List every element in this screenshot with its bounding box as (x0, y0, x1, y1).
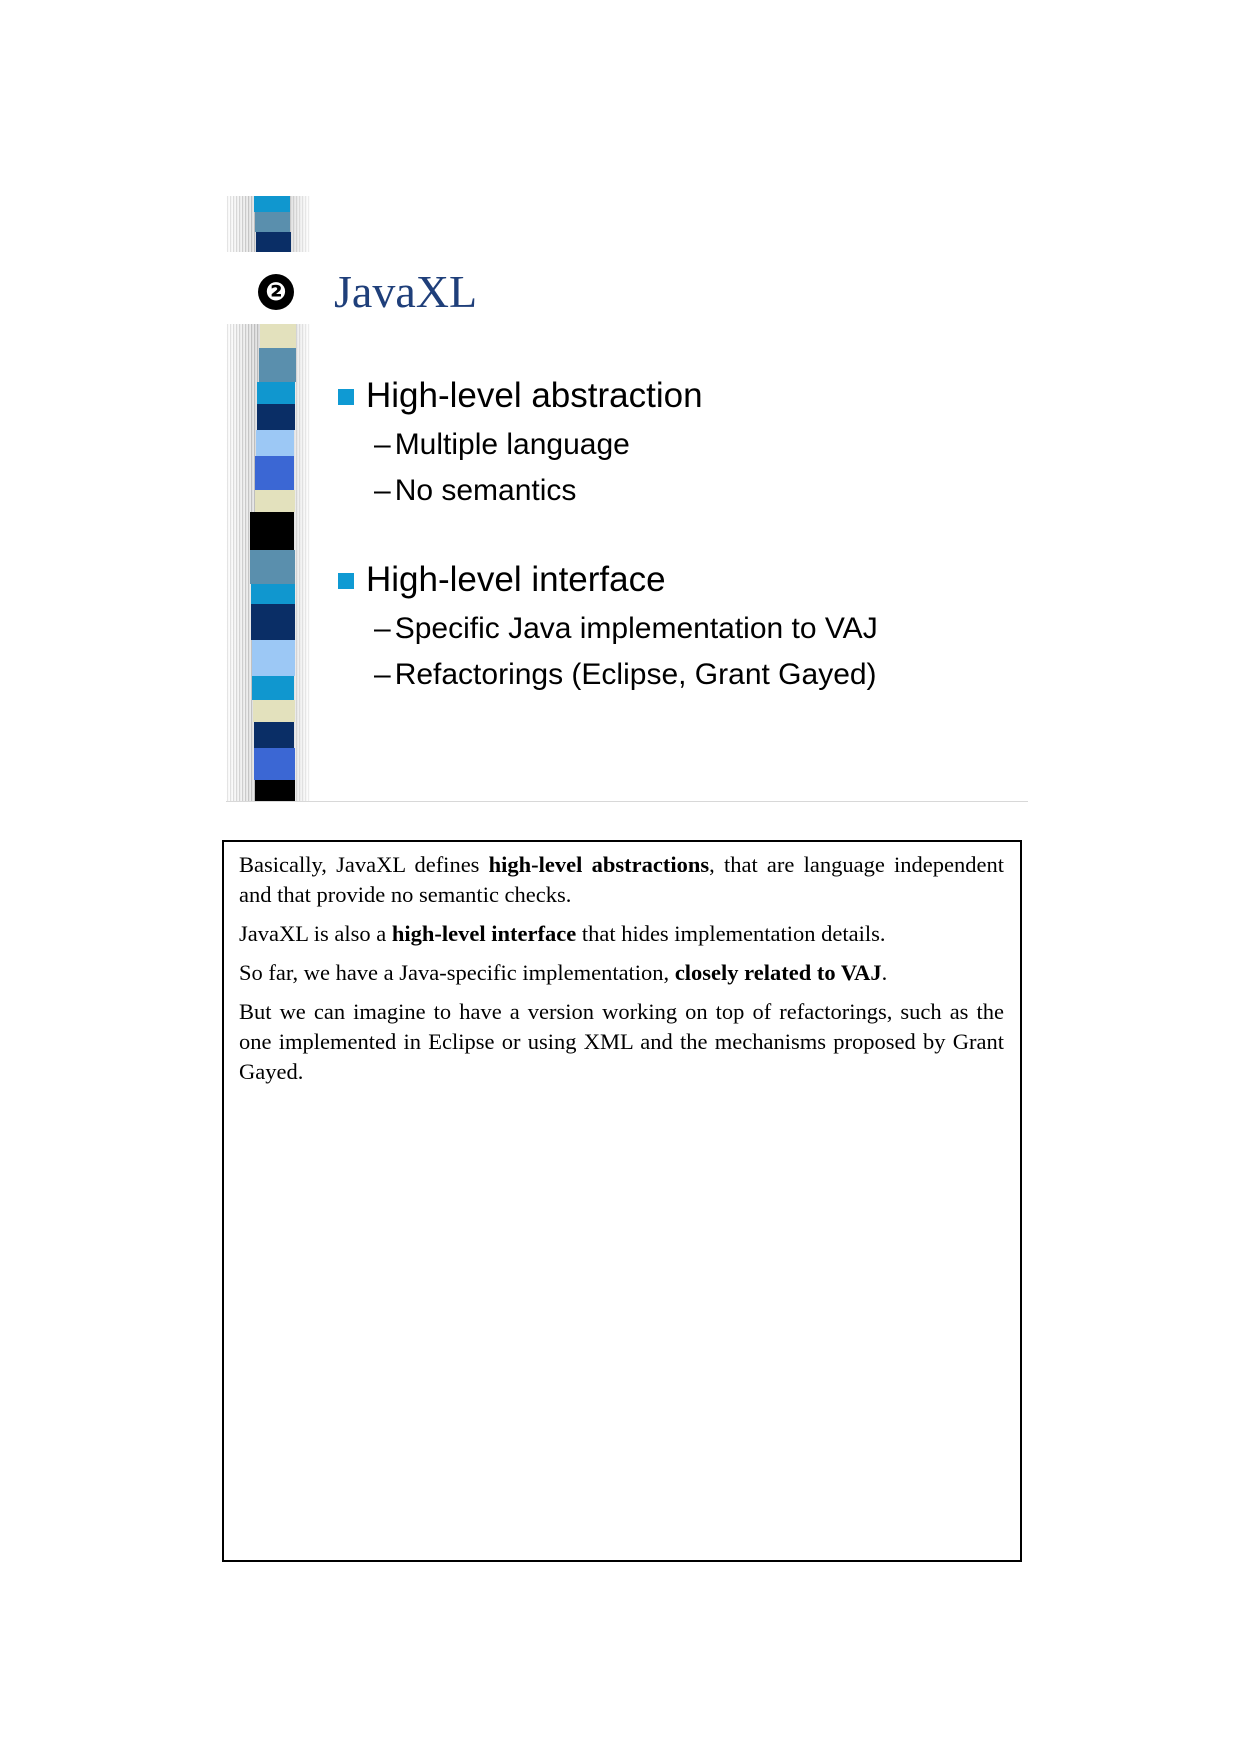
notes-paragraph (239, 919, 1004, 949)
bullet-group (338, 554, 1038, 698)
sub-bullet-text: No semantics (394, 474, 577, 507)
decorative-bar (256, 232, 291, 252)
decorative-bar (253, 700, 295, 722)
decorative-bar (250, 550, 295, 584)
decorative-bar (256, 430, 294, 456)
notes-bold-text: high-level interface (391, 921, 577, 946)
bullet-text: High-level abstraction (366, 376, 703, 415)
square-bullet-icon (338, 573, 354, 589)
dash-icon: – (374, 612, 391, 645)
dash-icon: – (374, 658, 391, 691)
decorative-bar (257, 382, 295, 404)
sub-bullet-text: Multiple language (394, 428, 630, 461)
dash-icon: – (374, 428, 391, 461)
decorative-bar (250, 512, 294, 550)
speaker-notes-box (222, 840, 1022, 1562)
notes-text: . (881, 960, 888, 985)
slide-number-badge: ❷ (258, 274, 294, 310)
decorative-bar (255, 490, 295, 512)
sub-bullet-item (338, 468, 1038, 514)
sub-bullet-item (338, 422, 1038, 468)
sub-bullet-text: Refactorings (Eclipse, Grant Gayed) (394, 658, 877, 691)
decorative-bar (255, 212, 290, 232)
decorative-bar (254, 722, 294, 748)
sub-bullet-text: Specific Java implementation to VAJ (394, 612, 878, 645)
decorative-bar (255, 780, 295, 802)
decorative-bar (252, 640, 295, 676)
decorative-bar (251, 584, 295, 604)
notes-bold-text: closely related to VAJ (674, 960, 882, 985)
decorative-bar (254, 748, 295, 780)
dash-icon: – (374, 474, 391, 507)
notes-bold-text: high-level abstractions (488, 852, 710, 877)
slide-title: JavaXL (334, 266, 478, 317)
notes-paragraph: But we can imagine to have a version working on top of refactorings, such as the one implemented in Eclipse or using XML and the mechanisms proposed by Grant Gayed. (239, 999, 1004, 1084)
decorative-bar-strip (226, 324, 310, 802)
bullet-item (338, 370, 1038, 422)
decorative-bar (252, 676, 294, 700)
notes-text: that hides implementation details. (576, 921, 886, 946)
notes-text: So far, we have a Java-specific implementation, (239, 960, 675, 985)
bullet-text: High-level interface (366, 560, 666, 599)
notes-text: Basically, JavaXL defines (239, 852, 489, 877)
sub-bullet-item (338, 652, 1038, 698)
slide-bullet-list (338, 370, 1038, 738)
square-bullet-icon (338, 389, 354, 405)
decorative-bar-strip-top (226, 196, 310, 252)
notes-text: , that are language independent and that provide no semantic checks. (239, 852, 1004, 907)
notes-text: JavaXL is also a (239, 921, 392, 946)
notes-paragraph (239, 850, 1004, 910)
decorative-bar (255, 456, 294, 490)
decorative-bar (259, 348, 296, 382)
decorative-bar (260, 324, 296, 348)
slide-divider-line (226, 801, 1028, 802)
decorative-bar (257, 404, 295, 430)
sub-bullet-item (338, 606, 1038, 652)
decorative-bar (254, 196, 290, 212)
notes-paragraph (239, 958, 1004, 988)
decorative-bar (251, 604, 295, 640)
bullet-group (338, 370, 1038, 514)
bullet-item (338, 554, 1038, 606)
